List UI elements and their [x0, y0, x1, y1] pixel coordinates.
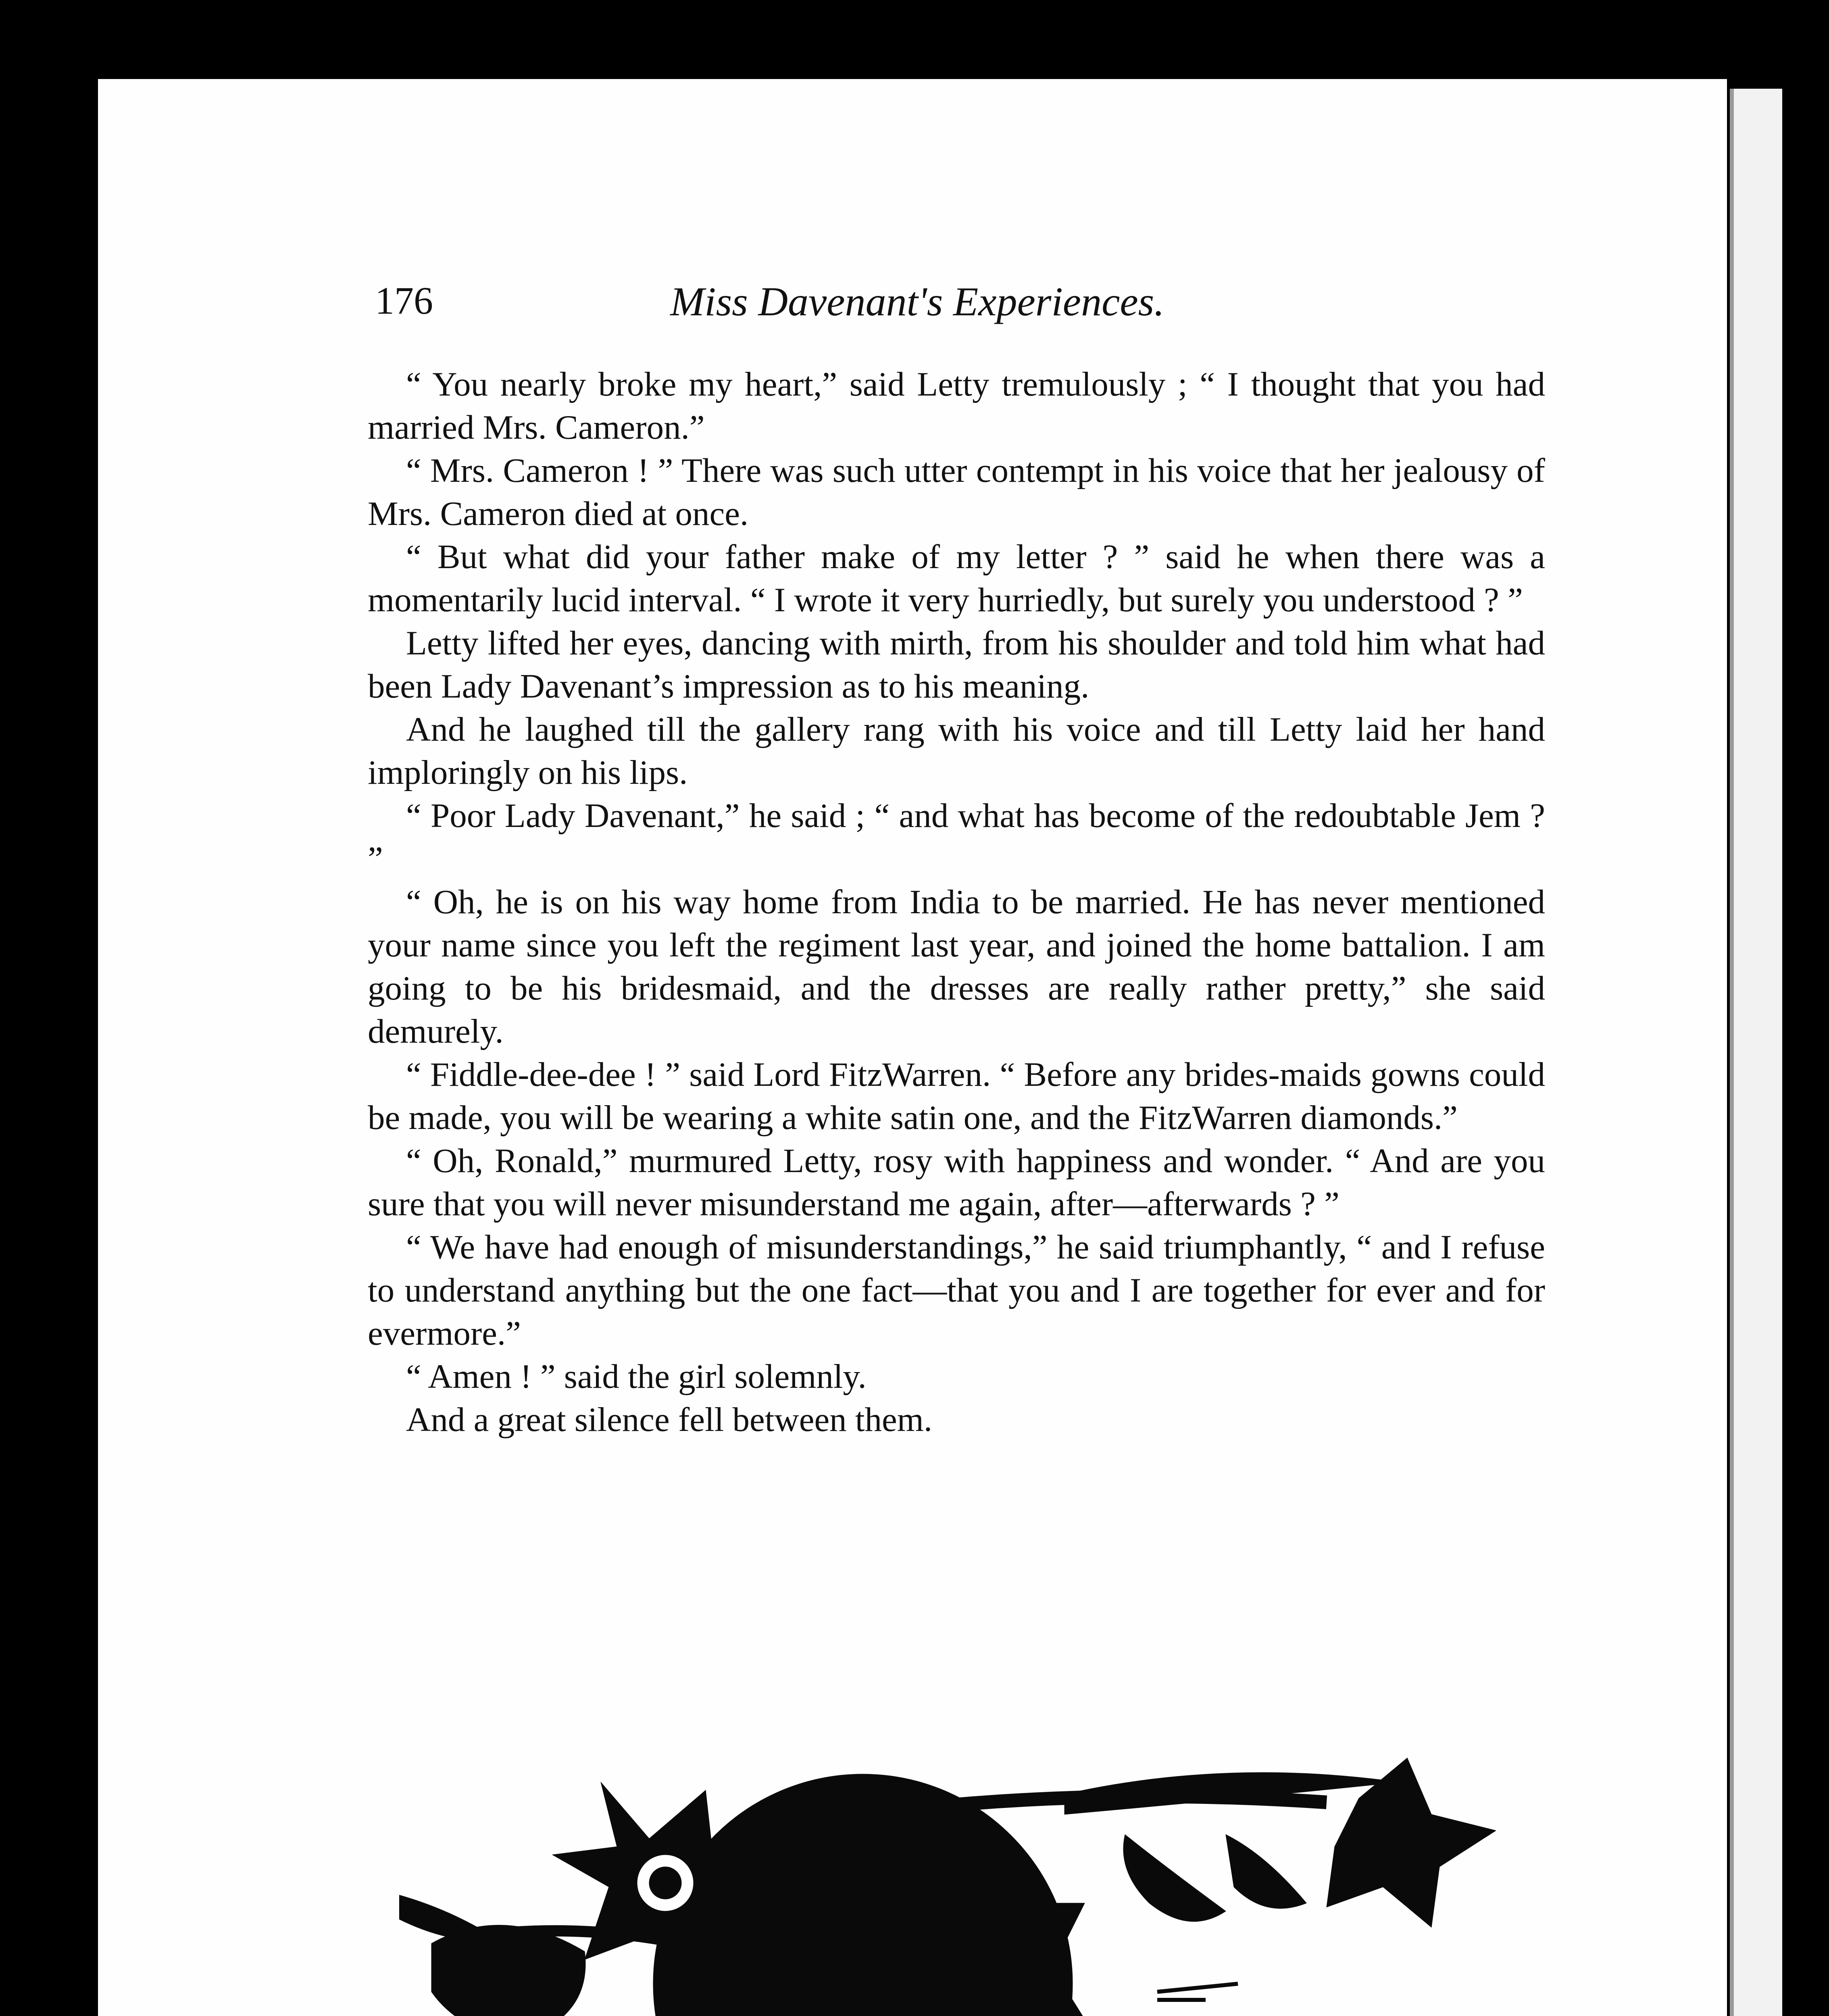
paragraph: “ We have had enough of misunderstandings,” he said triumphantly, “ and I refuse to understand anything but the one fact—that you and I are together for ever and for evermore.” — [368, 1228, 1545, 1352]
paragraph: “ Mrs. Cameron ! ” There was such utter contempt in his voice that her jealousy of Mrs. Cameron died at once. — [368, 452, 1545, 533]
running-title: Miss Davenant's Experiences. — [670, 279, 1164, 325]
adjacent-page-edge — [1730, 89, 1782, 2016]
paragraph: “ But what did your father make of my letter ? ” said he when there was a momentarily lucid interval. “ I wrote it very hurriedly, but surely you understood ? ” — [368, 538, 1545, 619]
paragraph: “ Poor Lady Davenant,” he said ; “ and what has become of the redoubtable Jem ? ” — [368, 797, 1545, 878]
paragraph: “ Oh, he is on his way home from India to be married. He has never mentioned your name since you left the regiment last year, and joined the home battalion. I am going to be his bridesmaid, and the dresses are really rather pretty,” she said demurely. — [368, 883, 1545, 1050]
daffodil-bud — [1123, 1835, 1226, 1922]
paragraph: “ Amen ! ” said the girl solemnly. — [406, 1358, 867, 1395]
engraver-mark — [1157, 1984, 1238, 2000]
flower-center — [649, 1867, 681, 1899]
body-text — [368, 363, 1545, 1441]
paragraph: And he laughed till the gallery rang with his voice and till Letty laid her hand imploringly on his lips. — [368, 710, 1545, 791]
paragraph: “ Oh, Ronald,” murmured Letty, rosy with happiness and wonder. “ And are you sure that you will never misunderstand me again, after—afterwards ? ” — [368, 1142, 1545, 1223]
leaf — [1064, 1772, 1399, 1814]
daffodil-illustration — [399, 1734, 1496, 2016]
paragraph: “ You nearly broke my heart,” said Letty tremulously ; “ I thought that you had married Mrs. Cameron.” — [368, 365, 1545, 446]
paragraph: Letty lifted her eyes, dancing with mirth, from his shoulder and told him what had been Lady Davenant’s impression as to his meaning. — [368, 624, 1545, 705]
daffodil-left — [431, 1925, 585, 2016]
petal — [399, 1895, 504, 1943]
page-header — [274, 278, 1560, 331]
paragraph: “ Fiddle-dee-dee ! ” said Lord FitzWarren. “ Before any brides-maids gowns could be made, you will be wearing a white satin one, and the FitzWarren diamonds.” — [368, 1056, 1545, 1137]
paragraph: And a great silence fell between them. — [406, 1401, 933, 1439]
daffodil-bud — [1226, 1835, 1306, 1908]
page-number: 176 — [375, 279, 433, 322]
